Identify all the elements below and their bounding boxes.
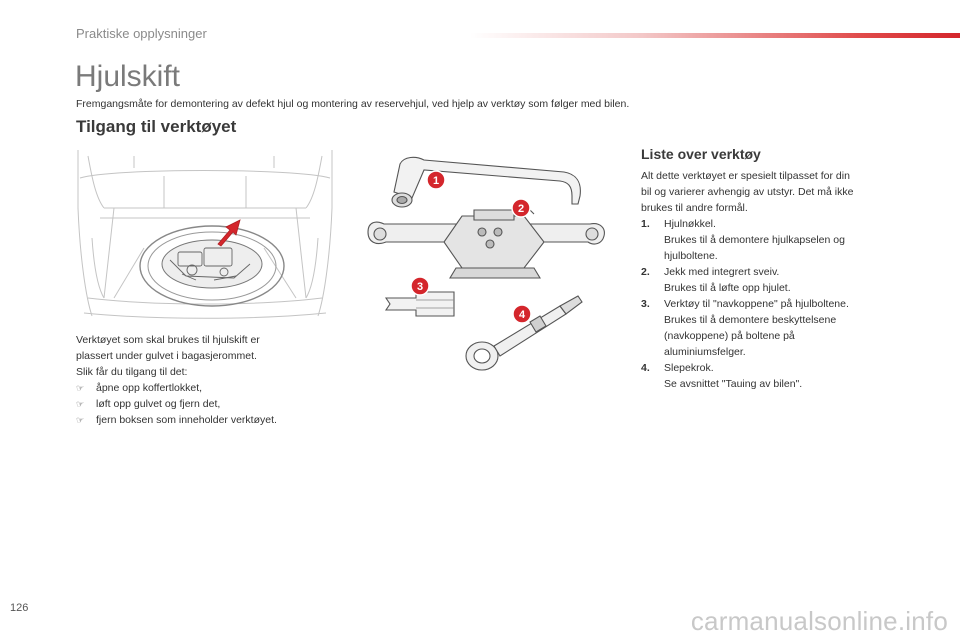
tool-line: Brukes til å løfte opp hjulet. [664, 282, 791, 294]
tool-line: Se avsnittet "Tauing av bilen". [664, 378, 803, 390]
access-bullet-text: fjern boksen som inneholder verktøyet. [96, 414, 277, 426]
watermark: carmanualsonline.info [690, 606, 948, 636]
tool-item-3 [641, 296, 911, 360]
tool-number: 2. [641, 266, 650, 278]
tool-item-2 [641, 264, 911, 296]
callout-badge-2 [512, 199, 530, 217]
header-rule [470, 33, 960, 38]
section-label: Praktiske opplysninger [76, 26, 207, 41]
trunk-illustration [74, 148, 336, 324]
tool-line: Slepekrok. [664, 362, 714, 374]
callout-3-text: 3 [416, 281, 424, 293]
tool-line: hjulboltene. [664, 250, 718, 262]
access-text-line: Verktøyet som skal brukes til hjulskift er [76, 334, 260, 346]
callout-4-text: 4 [518, 309, 526, 321]
tool-number: 4. [641, 362, 650, 374]
tool-line: Brukes til å demontere hjulkapselen og [664, 234, 845, 246]
hand-pointer-icon: ☞ [76, 415, 85, 425]
tools-list-section [641, 146, 911, 392]
page-number: 126 [10, 602, 29, 614]
access-text-line: plassert under gulvet i bagasjerommet. [76, 350, 257, 362]
access-text-line: Slik får du tilgang til det: [76, 366, 188, 378]
access-bullet [76, 412, 336, 428]
tool-line: Brukes til å demontere beskyttelsene [664, 314, 837, 326]
wheel-wrench [392, 157, 580, 207]
tool-line: Hjulnøkkel. [664, 218, 716, 230]
tools-desc-line: brukes til andre formål. [641, 202, 748, 214]
tool-number: 3. [641, 298, 650, 310]
callout-2-text: 2 [517, 203, 525, 215]
callout-1-text: 1 [432, 175, 440, 187]
tools-desc-line: bil og varierer avhengig av utstyr. Det må ikke [641, 186, 854, 198]
access-instructions [76, 332, 336, 428]
jack [368, 206, 604, 278]
access-bullet [76, 380, 336, 396]
access-bullet-text: åpne opp koffertlokket, [96, 382, 203, 394]
access-heading: Tilgang til verktøyet [76, 117, 237, 136]
hand-pointer-icon: ☞ [76, 399, 85, 409]
tool-line: aluminiumsfelger. [664, 346, 746, 358]
tools-heading: Liste over verktøy [641, 146, 761, 162]
tool-item-4 [641, 360, 911, 392]
callout-badge-4 [513, 305, 531, 323]
hand-pointer-icon: ☞ [76, 383, 85, 393]
callout-badge-3 [411, 277, 429, 295]
tool-item-1 [641, 216, 911, 264]
access-bullet [76, 396, 336, 412]
intro-text: Fremgangsmåte for demontering av defekt hjul og montering av reservehjul, ved hjelp av verktøy som følger med bilen. [76, 98, 630, 110]
tools-desc-line: Alt dette verktøyet er spesielt tilpasset for din [641, 170, 850, 182]
tool-line: Jekk med integrert sveiv. [664, 266, 780, 278]
access-bullet-text: løft opp gulvet og fjern det, [96, 398, 221, 410]
page-title: Hjulskift [75, 60, 181, 93]
callout-badge-1 [427, 171, 445, 189]
tool-line: Verktøy til "navkoppene" på hjulboltene. [664, 298, 849, 310]
tool-number: 1. [641, 218, 650, 230]
tool-line: (navkoppene) på boltene på [664, 330, 795, 342]
tools-illustration [364, 150, 624, 390]
